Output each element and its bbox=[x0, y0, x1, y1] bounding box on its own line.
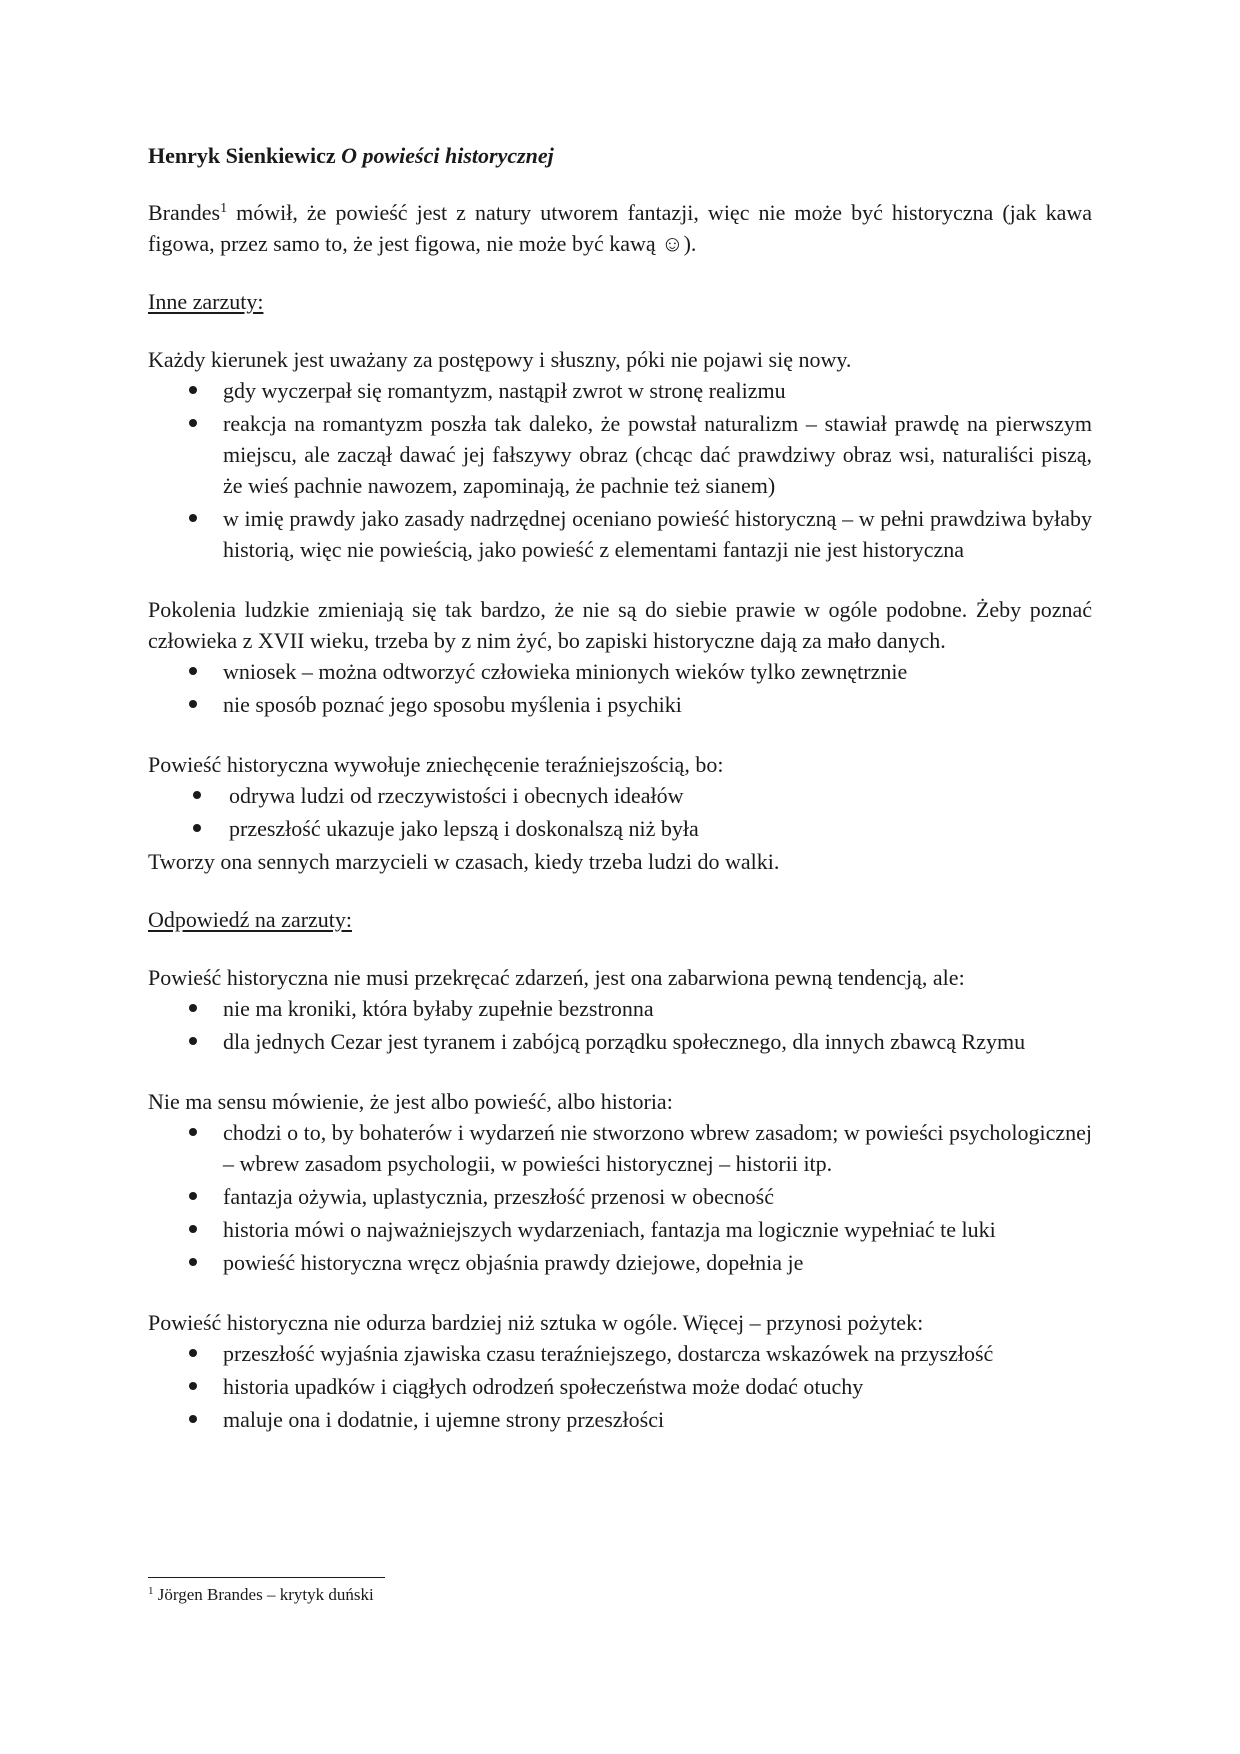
bullet-list bbox=[148, 780, 1092, 844]
list-item: przeszłość wyjaśnia zjawiska czasu teraźniejszego, dostarcza wskazówek na przyszłość bbox=[148, 1338, 1092, 1369]
intro-name: Brandes bbox=[148, 200, 221, 225]
section-heading-answer: Odpowiedź na zarzuty: bbox=[148, 907, 353, 932]
document-title bbox=[148, 140, 1092, 171]
list-item: wniosek – można odtworzyć człowieka minionych wieków tylko zewnętrznie bbox=[148, 656, 1092, 687]
list-item: reakcja na romantyzm poszła tak daleko, że powstał naturalizm – stawiał prawdę na pierwszym miejscu, ale zaczął dawać jej fałszywy obraz (chcąc dać prawdziwy obraz wsi, naturaliści piszą, że wieś pachnie nawozem, zapominają, że pachnie też sianem) bbox=[148, 408, 1092, 501]
list-item: odrywa ludzi od rzeczywistości i obecnych ideałów bbox=[148, 780, 1092, 811]
bullet-list bbox=[148, 1117, 1092, 1278]
title-work: O powieści historycznej bbox=[341, 143, 554, 168]
list-item: nie ma kroniki, która byłaby zupełnie bezstronna bbox=[148, 993, 1092, 1024]
footnote-reference[interactable]: 1 bbox=[220, 201, 228, 216]
paragraph: Powieść historyczna wywołuje zniechęcenie teraźniejszością, bo: bbox=[148, 752, 724, 777]
list-item: dla jednych Cezar jest tyranem i zabójcą porządku społecznego, dla innych zbawcą Rzymu bbox=[148, 1026, 1092, 1057]
list-item: powieść historyczna wręcz objaśnia prawdy dziejowe, dopełnia je bbox=[148, 1247, 1092, 1278]
footnote bbox=[148, 1584, 374, 1606]
paragraph: Nie ma sensu mówienie, że jest albo powieść, albo historia: bbox=[148, 1089, 673, 1114]
paragraph: Każdy kierunek jest uważany za postępowy i słuszny, póki nie pojawi się nowy. bbox=[148, 347, 852, 372]
paragraph: Tworzy ona sennych marzycieli w czasach, kiedy trzeba ludzi do walki. bbox=[148, 849, 780, 874]
bullet-list bbox=[148, 1338, 1092, 1435]
list-item: chodzi o to, by bohaterów i wydarzeń nie stworzono wbrew zasadom; w powieści psychologicznej – wbrew zasadom psychologii, w powieści historycznej – historii itp. bbox=[148, 1117, 1092, 1179]
list-item: nie sposób poznać jego sposobu myślenia i psychiki bbox=[148, 689, 1092, 720]
document-body bbox=[148, 140, 1092, 1437]
list-item: gdy wyczerpał się romantyzm, nastąpił zwrot w stronę realizmu bbox=[148, 375, 1092, 406]
footnote-separator bbox=[148, 1577, 385, 1578]
paragraph: Pokolenia ludzkie zmieniają się tak bardzo, że nie są do siebie prawie w ogóle podobne. Żeby poznać człowieka z XVII wieku, trzeba by z nim żyć, bo zapiski historyczne dają za mało danych. bbox=[148, 597, 1092, 653]
list-item: w imię prawdy jako zasady nadrzędnej oceniano powieść historyczną – w pełni prawdziwa byłaby historią, więc nie powieścią, jako powieść z elementami fantazji nie jest historyczna bbox=[148, 503, 1092, 565]
list-item: historia upadków i ciągłych odrodzeń społeczeństwa może dodać otuchy bbox=[148, 1371, 1092, 1402]
list-item: maluje ona i dodatnie, i ujemne strony przeszłości bbox=[148, 1404, 1092, 1435]
list-item: fantazja ożywia, uplastycznia, przeszłość przenosi w obecność bbox=[148, 1181, 1092, 1212]
paragraph: Powieść historyczna nie odurza bardziej niż sztuka w ogóle. Więcej – przynosi pożytek: bbox=[148, 1310, 924, 1335]
footnote-mark: 1 bbox=[148, 1585, 154, 1597]
footnote-text: Jörgen Brandes – krytyk duński bbox=[153, 1585, 374, 1604]
bullet-list bbox=[148, 656, 1092, 720]
title-author: Henryk Sienkiewicz bbox=[148, 143, 336, 168]
paragraph: Powieść historyczna nie musi przekręcać zdarzeń, jest ona zabarwiona pewną tendencją, ale: bbox=[148, 965, 965, 990]
intro-paragraph bbox=[148, 197, 1092, 259]
list-item: przeszłość ukazuje jako lepszą i doskonalszą niż była bbox=[148, 813, 1092, 844]
bullet-list bbox=[148, 993, 1092, 1057]
intro-text: mówił, że powieść jest z natury utworem fantazji, więc nie może być historyczna (jak kawa figowa, przez samo to, że jest figowa, nie może być kawą ☺). bbox=[148, 200, 1092, 256]
section-heading-other-objections: Inne zarzuty: bbox=[148, 289, 264, 314]
bullet-list bbox=[148, 375, 1092, 565]
list-item: historia mówi o najważniejszych wydarzeniach, fantazja ma logicznie wypełniać te luki bbox=[148, 1214, 1092, 1245]
